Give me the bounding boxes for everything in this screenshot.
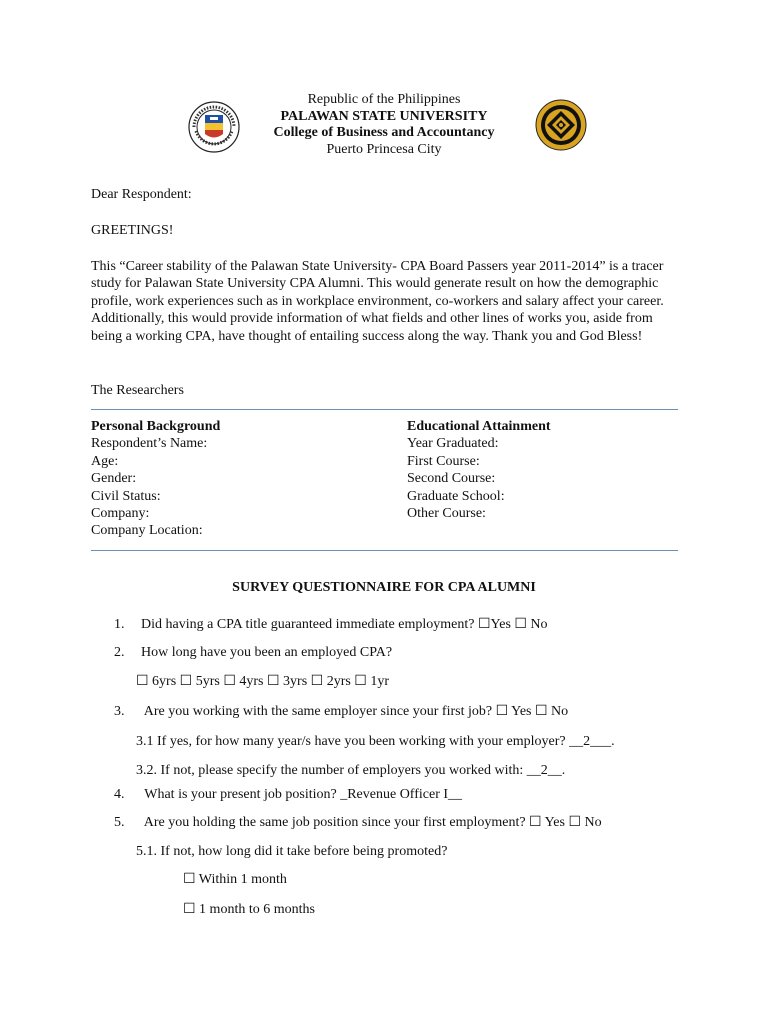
question-5-text: Are you holding the same job position since your first employment? ☐ Yes ☐ No	[141, 815, 602, 830]
field-civil-status: Civil Status:	[91, 488, 161, 504]
survey-title: SURVEY QUESTIONNAIRE FOR CPA ALUMNI	[232, 580, 536, 595]
question-5-1: 5.1. If not, how long did it take before being promoted?	[136, 844, 448, 859]
field-other-course: Other Course:	[407, 506, 486, 522]
college-name: College of Business and Accountancy	[273, 125, 495, 140]
signoff: The Researchers	[91, 383, 184, 398]
bottom-divider	[91, 550, 678, 551]
question-5	[114, 814, 602, 831]
field-year-graduated: Year Graduated:	[407, 436, 499, 452]
question-4-text: What is your present job position? _Revenue Officer I__	[141, 787, 463, 802]
top-divider	[91, 409, 678, 410]
question-5-option-within-1-month: ☐ Within 1 month	[183, 872, 287, 887]
personal-heading: Personal Background	[91, 419, 221, 434]
question-2	[114, 644, 392, 661]
educational-attainment	[407, 418, 551, 522]
city-line: Puerto Princesa City	[326, 141, 442, 157]
question-4-number: 4.	[114, 787, 125, 802]
question-5-number: 5.	[114, 815, 125, 830]
letter-body: This “Career stability of the Palawan State University- CPA Board Passers year 2011-2014” is a tracer study for Palawan State University CPA Alumni. This would generate result on how the demographic profile, work experiences such as in workplace environment, co-workers and salary affect your career. Additionally, this would provide information of what fields and other lines of works you, aside from being a working CPA, have thought of entailing success along the way. Thank you and God Bless!	[91, 259, 664, 344]
question-3-2: 3.2. If not, please specify the number of employers you worked with: __2__.	[136, 763, 566, 778]
field-company: Company:	[91, 506, 150, 522]
field-first-course: First Course:	[407, 453, 480, 469]
field-age: Age:	[91, 453, 119, 469]
question-1-text: Did having a CPA title guaranteed immediate employment? ☐Yes ☐ No	[141, 617, 548, 632]
letterhead	[0, 92, 768, 158]
question-1-number: 1.	[114, 617, 125, 632]
university-name: PALAWAN STATE UNIVERSITY	[280, 108, 488, 124]
field-graduate-school: Graduate School:	[407, 488, 505, 504]
field-respondent-name: Respondent’s Name:	[91, 436, 208, 452]
question-4	[114, 786, 462, 803]
field-second-course: Second Course:	[407, 471, 496, 487]
question-3	[114, 703, 568, 720]
question-3-1: 3.1 If yes, for how many year/s have you been working with your employer? __2___.	[136, 734, 615, 749]
question-2-text: How long have you been an employed CPA?	[141, 645, 393, 660]
question-1	[114, 616, 548, 633]
personal-background	[91, 418, 220, 540]
question-2-number: 2.	[114, 645, 125, 660]
greeting: GREETINGS!	[91, 223, 174, 238]
education-heading: Educational Attainment	[407, 419, 551, 434]
question-3-number: 3.	[114, 704, 125, 719]
field-gender: Gender:	[91, 471, 137, 487]
question-5-option-1-to-6-months: ☐ 1 month to 6 months	[183, 902, 315, 917]
republic-line: Republic of the Philippines	[307, 92, 461, 107]
question-3-text: Are you working with the same employer since your first job? ☐ Yes ☐ No	[141, 704, 569, 719]
salutation: Dear Respondent:	[91, 187, 192, 202]
question-2-options: ☐ 6yrs ☐ 5yrs ☐ 4yrs ☐ 3yrs ☐ 2yrs ☐ 1yr	[136, 674, 390, 689]
field-company-location: Company Location:	[91, 523, 203, 539]
